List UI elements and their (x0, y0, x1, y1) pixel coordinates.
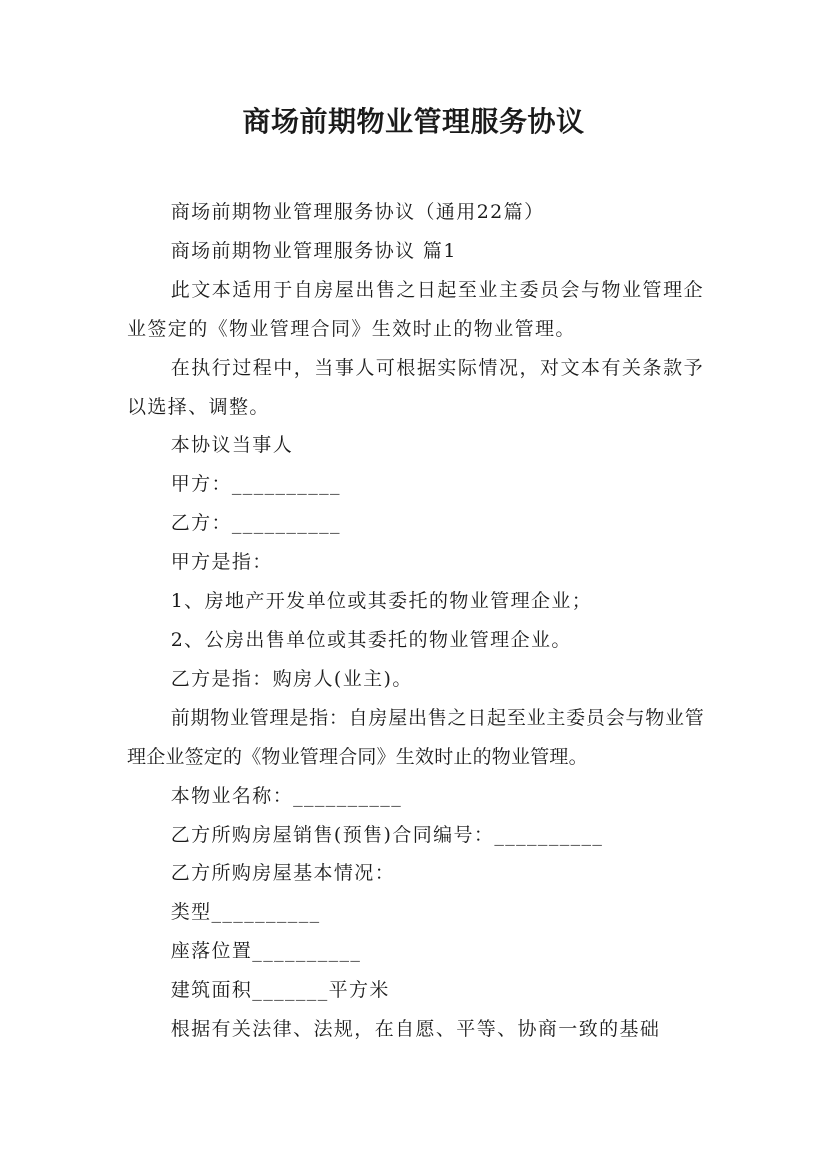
paragraph-party-b-definition: 乙方是指：购房人(业主)。 (170, 667, 413, 690)
paragraph-section-heading: 商场前期物业管理服务协议 篇1 (170, 239, 457, 262)
paragraph-party-a-definition: 甲方是指： (170, 551, 273, 574)
paragraph-party-a-item-1: 1、房地产开发单位或其委托的物业管理企业； (170, 590, 593, 613)
paragraph-scope: 此文本适用于自房屋出售之日起至业主委员会与物业管理企业签定的《物业管理合同》生效时止的物业管理。 (127, 278, 704, 340)
paragraph-parties: 本协议当事人 (170, 434, 294, 457)
paragraph-party-a: 甲方：__________ (170, 473, 341, 496)
paragraph-execution: 在执行过程中，当事人可根据实际情况，对文本有关条款予以选择、调整。 (127, 356, 704, 418)
paragraph-house-location: 座落位置__________ (170, 940, 362, 963)
document-body (127, 193, 704, 1049)
paragraph-party-b: 乙方：__________ (170, 512, 341, 535)
paragraph-house-area: 建筑面积_______平方米 (170, 979, 390, 1002)
paragraph-subtitle: 商场前期物业管理服务协议（通用22篇） (170, 201, 545, 223)
paragraph-party-a-item-2: 2、公房出售单位或其委托的物业管理企业。 (170, 628, 572, 651)
paragraph-contract-number: 乙方所购房屋销售(预售)合同编号：__________ (170, 823, 604, 846)
paragraph-property-name: 本物业名称：__________ (170, 784, 403, 807)
paragraph-house-type: 类型__________ (170, 901, 321, 924)
paragraph-legal-basis: 根据有关法律、法规，在自愿、平等、协商一致的基础 (170, 1018, 661, 1041)
document-title: 商场前期物业管理服务协议 (242, 105, 585, 138)
paragraph-prior-management: 前期物业管理是指：自房屋出售之日起至业主委员会与物业管理企业签定的《物业管理合同》生效时止的物业管理。 (127, 706, 704, 768)
paragraph-house-info: 乙方所购房屋基本情况： (170, 862, 396, 885)
